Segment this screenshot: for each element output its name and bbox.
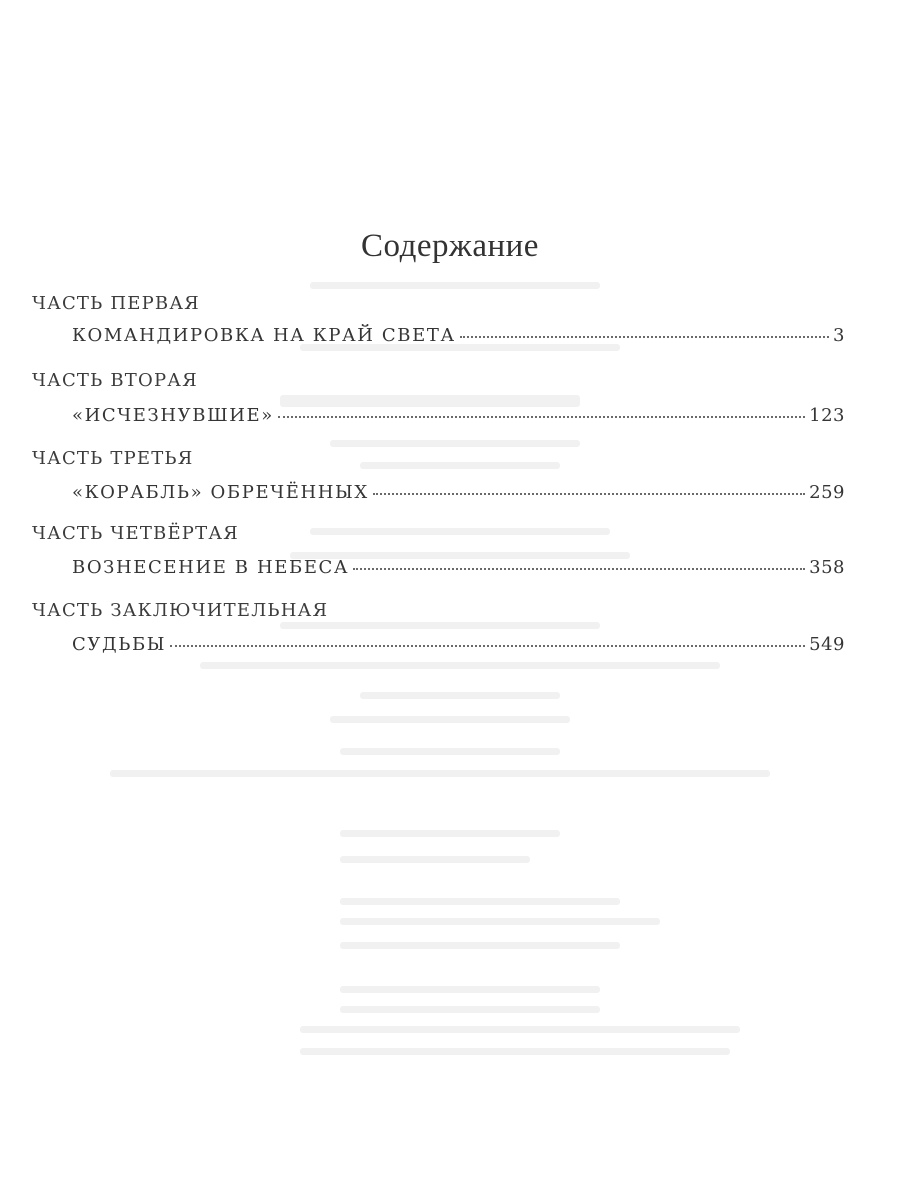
toc-entry[interactable] (72, 634, 845, 655)
toc-entry[interactable] (72, 325, 845, 346)
dot-leader (278, 416, 805, 418)
chapter-title: «КОРАБЛЬ» ОБРЕЧЁННЫХ (72, 482, 369, 503)
part-heading: ЧАСТЬ ТРЕТЬЯ (32, 448, 194, 469)
toc-entry[interactable] (72, 482, 845, 503)
page-number: 3 (833, 325, 845, 346)
page-title: Содержание (361, 228, 539, 264)
dot-leader (373, 493, 805, 495)
chapter-title: СУДЬБЫ (72, 634, 167, 655)
page-number: 358 (809, 557, 845, 578)
part-heading: ЧАСТЬ ВТОРАЯ (32, 370, 198, 391)
part-heading: ЧАСТЬ ЗАКЛЮЧИТЕЛЬНАЯ (32, 600, 329, 621)
part-heading: ЧАСТЬ ЧЕТВЁРТАЯ (32, 523, 239, 544)
dot-leader (170, 645, 805, 647)
toc-entry[interactable] (72, 405, 845, 426)
toc-entry[interactable] (72, 557, 845, 578)
page-number: 549 (809, 634, 845, 655)
dot-leader (460, 336, 829, 338)
page-number: 259 (809, 482, 845, 503)
chapter-title: ВОЗНЕСЕНИЕ В НЕБЕСА (72, 557, 350, 578)
chapter-title: «ИСЧЕЗНУВШИЕ» (72, 405, 274, 426)
page-number: 123 (809, 405, 845, 426)
chapter-title: КОМАНДИРОВКА НА КРАЙ СВЕТА (72, 325, 456, 346)
dot-leader (353, 568, 805, 570)
part-heading: ЧАСТЬ ПЕРВАЯ (32, 293, 200, 314)
